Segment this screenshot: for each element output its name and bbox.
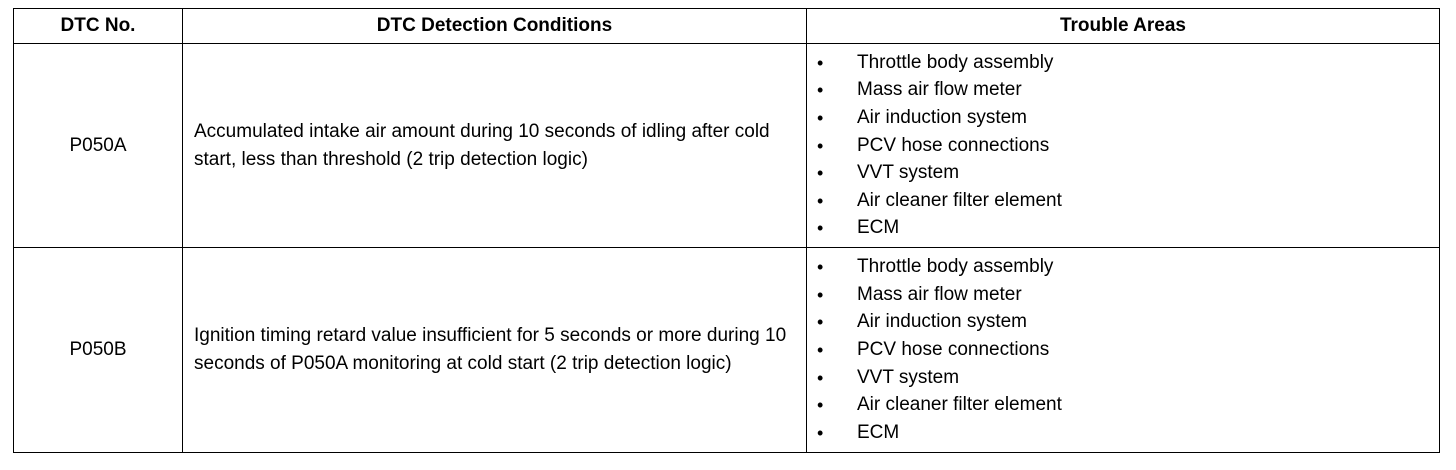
trouble-areas-cell (807, 248, 1440, 453)
dtc-table (13, 8, 1440, 453)
bullet-icon: • (817, 395, 824, 416)
trouble-area: Throttle body assembly (857, 51, 1054, 73)
bullet-icon: • (817, 218, 824, 239)
bullet-icon: • (817, 190, 824, 211)
trouble-area-list (807, 49, 1439, 242)
list-item (817, 77, 1439, 105)
bullet-icon: • (817, 284, 824, 305)
list-item (817, 132, 1439, 160)
bullet-icon: • (817, 52, 824, 73)
trouble-area: Air induction system (857, 106, 1028, 128)
bullet-icon: • (817, 107, 824, 128)
header-detection-conditions: DTC Detection Conditions (183, 9, 807, 44)
trouble-area: VVT system (857, 162, 960, 184)
list-item (817, 159, 1439, 187)
trouble-area: Mass air flow meter (857, 79, 1022, 101)
list-item (817, 253, 1439, 281)
detection-condition: Ignition timing retard value insufficient for 5 seconds or more during 10 seconds of P050A monitoring at cold start (2 trip detection logic) (183, 248, 807, 453)
list-item (817, 49, 1439, 77)
trouble-area: VVT system (857, 366, 960, 388)
trouble-area: Mass air flow meter (857, 283, 1022, 305)
list-item (817, 364, 1439, 392)
bullet-icon: • (817, 367, 824, 388)
dtc-code: P050B (14, 248, 183, 453)
bullet-icon: • (817, 312, 824, 333)
trouble-area: PCV hose connections (857, 134, 1050, 156)
list-item (817, 281, 1439, 309)
dtc-code: P050A (14, 44, 183, 248)
bullet-icon: • (817, 340, 824, 360)
table-row (14, 44, 1440, 248)
list-item (817, 391, 1439, 419)
list-item (817, 309, 1439, 337)
trouble-area: PCV hose connections (857, 339, 1050, 360)
trouble-area: Air cleaner filter element (857, 189, 1062, 211)
bullet-icon: • (817, 135, 824, 156)
trouble-area: Air induction system (857, 311, 1028, 333)
bullet-icon: • (817, 80, 824, 101)
list-item (817, 187, 1439, 215)
bullet-icon: • (817, 163, 824, 184)
header-dtc-no: DTC No. (14, 9, 183, 44)
detection-condition: Accumulated intake air amount during 10 seconds of idling after cold start, less than threshold (2 trip detection logic) (183, 44, 807, 248)
trouble-area: Air cleaner filter element (857, 394, 1062, 416)
table-row (14, 248, 1440, 453)
trouble-area: Throttle body assembly (857, 256, 1054, 278)
trouble-area: ECM (857, 217, 900, 239)
trouble-area: ECM (857, 421, 900, 443)
bullet-icon: • (817, 257, 824, 278)
list-item (817, 214, 1439, 242)
list-item (817, 336, 1439, 364)
list-item (817, 419, 1439, 447)
header-row (14, 9, 1440, 44)
header-trouble-areas: Trouble Areas (807, 9, 1440, 44)
bullet-icon: • (817, 422, 824, 443)
list-item (817, 104, 1439, 132)
trouble-area-list (807, 253, 1439, 446)
trouble-areas-cell (807, 44, 1440, 248)
